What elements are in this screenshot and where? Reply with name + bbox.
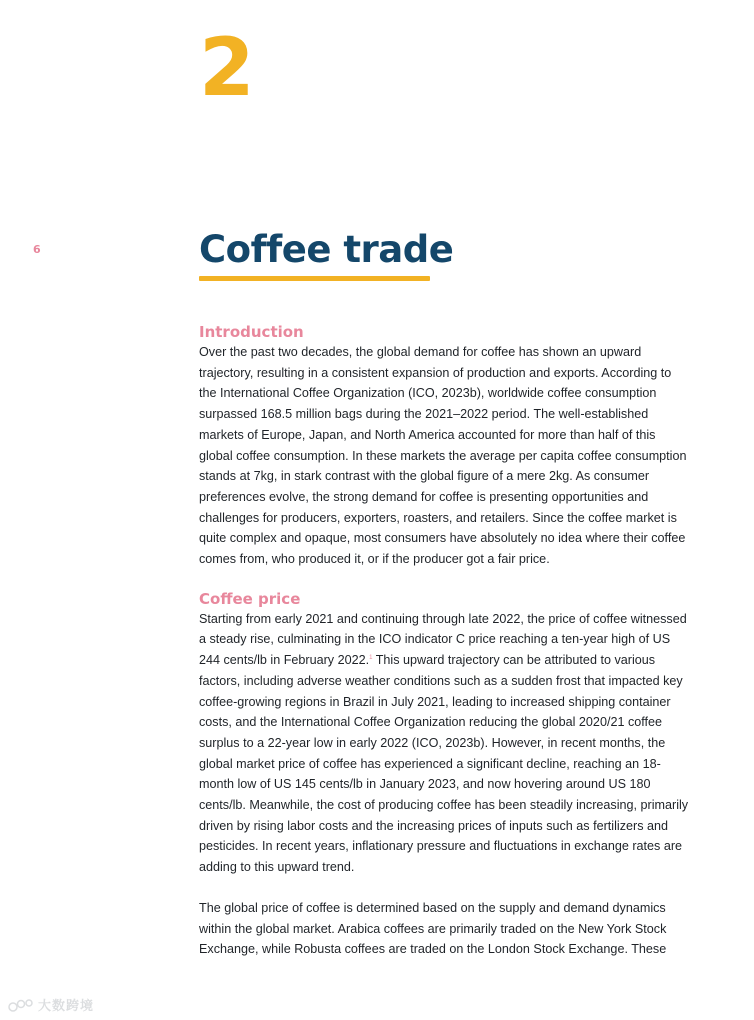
chapter-number: 2 — [199, 21, 255, 114]
watermark-text: 大数跨境 — [38, 999, 95, 1014]
chapter-title: Coffee trade — [199, 228, 454, 271]
logo-icon — [8, 998, 34, 1012]
section-heading-introduction: Introduction — [199, 323, 304, 341]
title-underline — [199, 276, 430, 281]
footnote-marker[interactable]: 1 — [369, 655, 373, 662]
page-number: 6 — [33, 243, 41, 256]
paragraph-text: This upward trajectory can be attributed to various factors, including adverse weather conditions such as a sudden frost that impacted key coffee-growing regions in Brazil in July 2021, leading to increased shipping container costs, and the International Coffee Organization reducing the global 2020/21 coffee surplus to a 22-year low in early 2022 (ICO, 2023b). However, in recent months, the global market price of coffee has experienced a significant decline, reaching an 18-month low of US 145 cents/lb in January 2023, and now hovering around US 180 cents/lb. Meanwhile, the cost of producing coffee has been steadily increasing, primarily driven by rising labor costs and the increasing prices of inputs such as fertilizers and pesticides. In recent years, inflationary pressure and fluctuations in exchange rates are adding to this upward trend. — [199, 653, 689, 875]
watermark — [8, 995, 94, 1014]
section-introduction — [199, 322, 691, 570]
coffee-price-paragraph-1 — [199, 609, 691, 878]
coffee-price-paragraph-2: The global price of coffee is determined based on the supply and demand dynamics within the global market. Arabica coffees are primarily traded on the New York Stock Exchange, while Robusta coffees are traded on the London Stock Exchange. These — [199, 900, 667, 957]
main-content — [199, 322, 691, 960]
paragraph-text: Starting from early 2021 and continuing through late 2022, the price of coffee witnessed a steady rise, culminating in the ICO indicator C price reaching a ten-year high of US 244 cents/lb in February 2022. — [199, 611, 687, 668]
section-coffee-price — [199, 589, 691, 960]
section-heading-coffee-price: Coffee price — [199, 589, 301, 608]
introduction-paragraph: Over the past two decades, the global demand for coffee has shown an upward trajectory, resulting in a consistent expansion of production and exports. According to the International Coffee Organization (ICO, 2023b), worldwide coffee consumption surpassed 168.5 million bags during the 2021–2022 period. The well-established markets of Europe, Japan, and North America accounted for more than half of this global coffee consumption. In these markets the average per capita coffee consumption stands at 7kg, in stark contrast with the global figure of a mere 2kg. As consumer preferences evolve, the strong demand for coffee is presenting opportunities and challenges for producers, exporters, roasters, and retailers. Since the coffee market is quite complex and opaque, most consumers have absolutely no idea where their coffee comes from, who produced it, or if the producer got a fair price. — [199, 345, 687, 567]
